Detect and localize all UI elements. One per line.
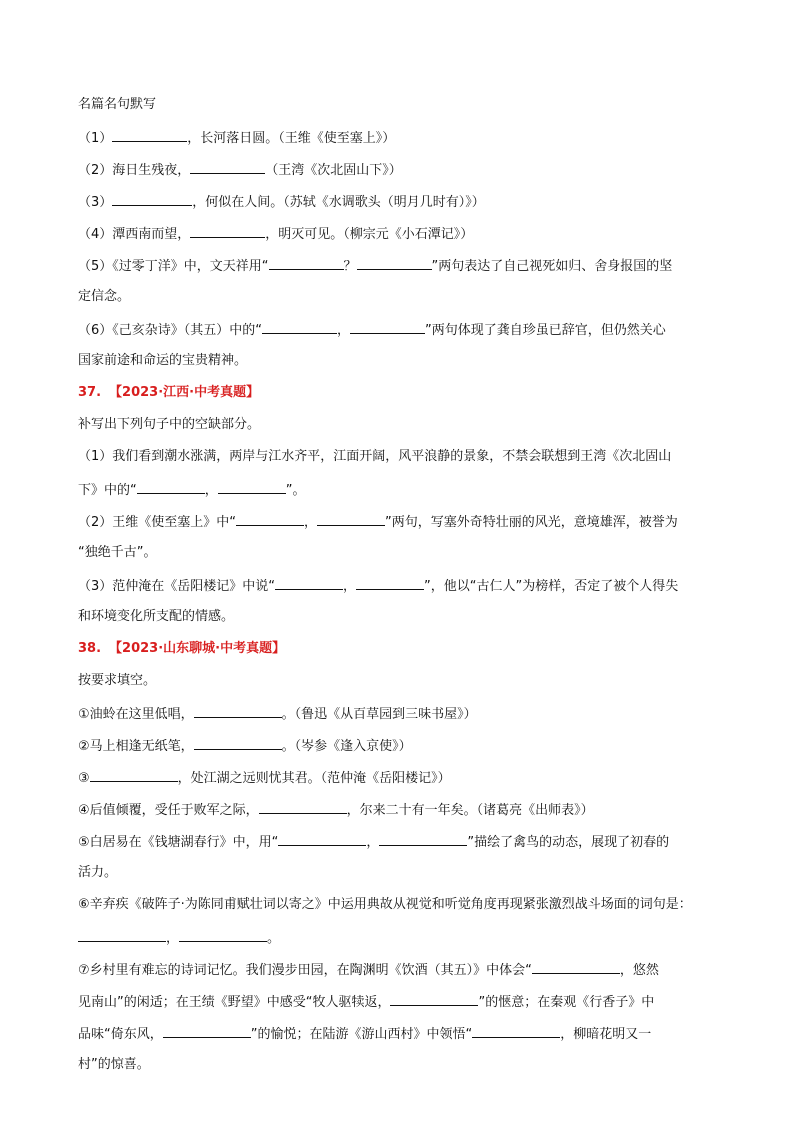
question-38-7-line2: 见南山”的闲适；在王绩《野望》中感受“牧人驱犊返， ”的惬意；在秦观《行香子》中 — [78, 991, 738, 1011]
question-1-1: （1） ，长河落日圆。（王维《使至塞上》） — [78, 127, 738, 147]
question-1-6-cont: 国家前途和命运的宝贵精神。 — [78, 353, 248, 368]
question-37-2-cont: “独绝千古”。 — [78, 545, 157, 560]
answer-blank[interactable] — [262, 319, 337, 334]
question-37-3-cont: 和环境变化所支配的情感。 — [78, 609, 235, 624]
question-38-6-line2: ， 。 — [78, 927, 738, 947]
question-38-6-line1: ⑥辛弃疾《破阵子·为陈同甫赋壮词以寄之》中运用典故从视觉和听觉角度再现紧张激烈战斗场面的词句是： — [78, 897, 692, 912]
answer-blank[interactable] — [194, 735, 282, 750]
question-1-2: （2）海日生残夜， （王湾《次北固山下》） — [78, 159, 738, 179]
answer-blank[interactable] — [190, 159, 265, 174]
question-37-header — [78, 383, 738, 403]
question-37-3: （3）范仲淹在《岳阳楼记》中说“ ， ”，他以“古仁人”为榜样，否定了被个人得失 — [78, 575, 738, 595]
answer-blank[interactable] — [390, 991, 478, 1006]
question-38-2: ②马上相逢无纸笔， 。（岑参《逢入京使》） — [78, 735, 738, 755]
question-1-5: （5）《过零丁洋》中，文天祥用“ ？ ”两句表达了自己视死如归、舍身报国的坚 — [78, 255, 738, 275]
answer-blank[interactable] — [259, 799, 347, 814]
question-1-4: （4）潭西南而望， ，明灭可见。（柳宗元《小石潭记》） — [78, 223, 738, 243]
answer-blank[interactable] — [112, 127, 187, 142]
answer-blank[interactable] — [379, 831, 467, 846]
question-37-2: （2）王维《使至塞上》中“ ， ”两句，写塞外奇特壮丽的风光，意境雄浑，被誉为 — [78, 511, 738, 531]
answer-blank[interactable] — [236, 511, 304, 526]
question-38-5-cont: 活力。 — [78, 865, 118, 880]
answer-blank[interactable] — [269, 255, 344, 270]
answer-blank[interactable] — [194, 703, 282, 718]
answer-blank[interactable] — [218, 479, 286, 494]
answer-blank[interactable] — [190, 223, 265, 238]
document-page — [78, 95, 738, 1087]
question-number: 37. — [78, 385, 102, 400]
question-38-5: ⑤白居易在《钱塘湖春行》中，用“ ， ”描绘了禽鸟的动态，展现了初春的 — [78, 831, 738, 851]
question-1-5-cont: 定信念。 — [78, 289, 131, 304]
question-37-1-line1: （1）我们看到潮水涨满，两岸与江水齐平，江面开阔，风平浪静的景象，不禁会联想到王湾《次北固山 — [78, 449, 672, 464]
question-1-6: （6）《己亥杂诗》（其五）中的“ ， ”两句体现了龚自珍虽已辞官，但仍然关心 — [78, 319, 738, 339]
answer-blank[interactable] — [356, 575, 424, 590]
answer-blank[interactable] — [179, 927, 267, 942]
question-38-header — [78, 639, 738, 659]
question-1-3: （3） ，何似在人间。（苏轼《水调歌头（明月几时有）》） — [78, 191, 738, 211]
question-38-3: ③ ，处江湖之远则忧其君。（范仲淹《岳阳楼记》） — [78, 767, 738, 787]
question-source: 【2023·山东聊城·中考真题】 — [109, 641, 286, 656]
answer-blank[interactable] — [472, 1023, 560, 1038]
answer-blank[interactable] — [278, 831, 366, 846]
answer-blank[interactable] — [78, 927, 166, 942]
question-number: 38. — [78, 641, 102, 656]
answer-blank[interactable] — [90, 767, 178, 782]
answer-blank[interactable] — [112, 191, 192, 206]
question-38-1: ①油蛉在这里低唱， 。（鲁迅《从百草园到三味书屋》） — [78, 703, 738, 723]
question-37-instruction: 补写出下列句子中的空缺部分。 — [78, 417, 261, 432]
question-source: 【2023·江西·中考真题】 — [109, 385, 260, 400]
answer-blank[interactable] — [317, 511, 385, 526]
question-38-4: ④后值倾覆，受任于败军之际， ，尔来二十有一年矣。（诸葛亮《出师表》） — [78, 799, 738, 819]
answer-blank[interactable] — [350, 319, 425, 334]
question-38-7-line1: ⑦乡村里有难忘的诗词记忆。我们漫步田园，在陶渊明《饮酒（其五）》中体会“ ，悠然 — [78, 959, 738, 979]
question-37-1-line2: 下》中的“ ， ”。 — [78, 479, 738, 499]
answer-blank[interactable] — [275, 575, 343, 590]
question-38-7-line3: 品味“倚东风， ”的愉悦；在陆游《游山西村》中领悟“ ，柳暗花明又一 — [78, 1023, 738, 1043]
answer-blank[interactable] — [163, 1023, 251, 1038]
answer-blank[interactable] — [532, 959, 620, 974]
answer-blank[interactable] — [137, 479, 205, 494]
answer-blank[interactable] — [357, 255, 432, 270]
question-38-instruction: 按要求填空。 — [78, 673, 157, 688]
section-title: 名篇名句默写 — [78, 97, 157, 112]
question-38-7-line4: 村”的惊喜。 — [78, 1057, 150, 1072]
